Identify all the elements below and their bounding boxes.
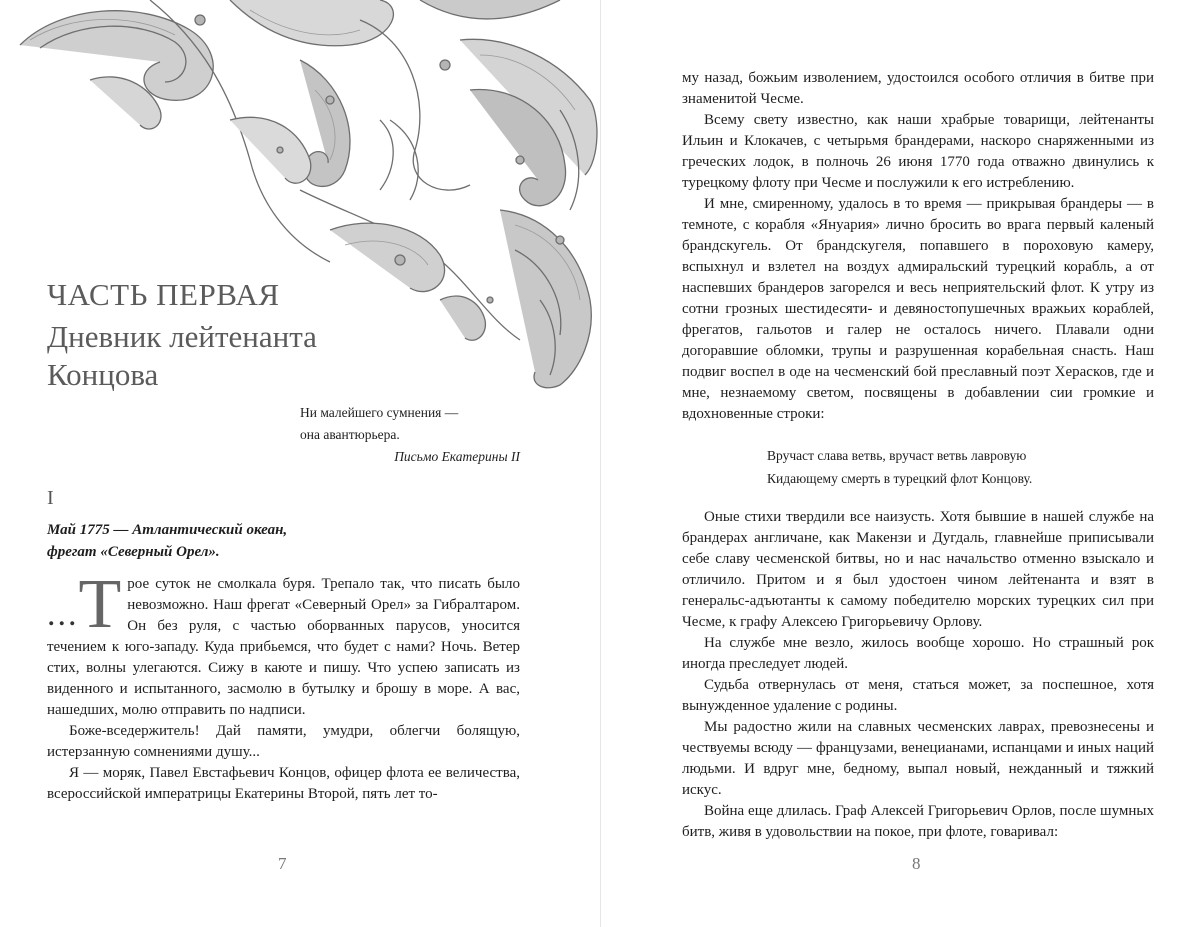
- paragraph: Боже-вседержитель! Дай памяти, умудри, облегчи болящую, истерзанную сомнениями душу...: [47, 723, 520, 760]
- paragraph: И мне, смиренному, удалось в то время — прикрывая брандеры — в темноте, с корабля «Януария» лично бросить во врага первый каленый брандскугель. От брандскугеля, попавшего в пороховую камеру, вспыхнул и взлетел на воздух адмиральский турецкий корабль, а от наспевших брандеров загорелся и весь неприятельский флот. К утру из сотни грозных шестидесяти- и девяностопушечных вражьих кораблей, фрегатов, гальотов и галер не осталось ничего. Плавали одни догоравшие обломки, трупы и разрушенная корабельная снасть. Наш подвиг воспел в оде на чесменский бой преславный поэт Херасков, где и мне, незнаемому светом, посвящены в добавлении сии громкие и вдохновенные строки:: [682, 196, 1154, 422]
- dateline-line: Май 1775 — Атлантический океан,: [47, 522, 288, 538]
- drop-cap-ellipsis: ...: [47, 596, 79, 633]
- paragraph: Судьба отвернулась от меня, статься может, за поспешное, хотя вынужденное удаление с родины.: [682, 677, 1154, 714]
- paragraph: Оные стихи твердили все наизусть. Хотя бывшие в нашей службе на брандерах англичане, как Макензи и Дугдаль, главнейше приписывали себе славу чесменской битвы, но и нас начальство отменно взыскало и отличило. Притом и я был удостоен чином лейтенанта и взят в генеральс-адъютанты к самому победителю морских турецких сил при Чесме, к графу Алексею Григорьевичу Орлову.: [682, 509, 1154, 630]
- epigraph: [300, 402, 520, 468]
- drop-cap-letter: Т: [78, 566, 122, 643]
- paragraph: Я — моряк, Павел Евстафьевич Концов, офицер флота ее величества, всероссийской императрицы Екатерины Второй, пять лет то-: [47, 765, 520, 802]
- right-body-text-bottom: [682, 507, 1154, 843]
- epigraph-line: она авантюрьера.: [300, 427, 400, 442]
- paragraph: Мы радостно жили на славных чесменских лаврах, превознесены и чествуемы всюду — французами, венецианами, испанцами и иных наций людьми. И вдруг мне, бедному, выпал новый, нежданный и тяжкий искус.: [682, 719, 1154, 798]
- paragraph: Война еще длилась. Граф Алексей Григорьевич Орлов, после шумных битв, живя в удовольствии на покое, при флоте, говаривал:: [682, 803, 1154, 840]
- verse-line: Кидающему смерть в турецкий флот Концову.: [767, 471, 1033, 486]
- right-body-text-top: [682, 68, 1154, 425]
- verse-line: Вручаст слава ветвь, вручаст ветвь лавровую: [767, 448, 1027, 463]
- part-title: Дневник лейтенанта Концова: [47, 319, 317, 392]
- left-body-text: [47, 566, 520, 805]
- paragraph: [47, 566, 520, 721]
- paragraph: На службе мне везло, жилось вообще хорошо. Но страшный рок иногда преследует людей.: [682, 635, 1154, 672]
- paragraph: Всему свету известно, как наши храбрые товарищи, лейтенанты Ильин и Клокачев, с четырьмя брандерами, наскоро снаряженными из греческих лодок, в полночь 26 июня 1770 года отважно двинулись к турецкому флоту при Чесме и послужили к его истреблению.: [682, 112, 1154, 191]
- drop-cap: [47, 566, 122, 643]
- verse: [767, 444, 1032, 490]
- paragraph-text: рое суток не смолкала буря. Трепало так, что писать было невозможно. Наш фрегат «Северный Орел» за Гибралтаром. Он без руля, с частью оборванных парусов, уносится течением к юго-западу. Куда прибьемся, что будет с нами? Ночь. Ветер стих, волны улегаются. Сижу в каюте и пишу. Что успею записать из виденного и испытанного, засмолю в бутылку и брошу в море. А вас, нашедших, молю отправить по надписи.: [47, 576, 520, 718]
- part-heading: ЧАСТЬ ПЕРВАЯ: [47, 277, 280, 312]
- page-number: 7: [278, 854, 287, 873]
- dateline-line: фрегат «Северный Орел».: [47, 544, 220, 560]
- chapter-number: I: [47, 487, 54, 509]
- page-number: 8: [912, 854, 921, 873]
- dateline: [47, 519, 527, 563]
- epigraph-source: Письмо Екатерины II: [394, 449, 520, 464]
- paragraph: му назад, божьим изволением, удостоился особого отличия в битве при знаменитой Чесме.: [682, 70, 1154, 107]
- epigraph-line: Ни малейшего сумнения —: [300, 405, 459, 420]
